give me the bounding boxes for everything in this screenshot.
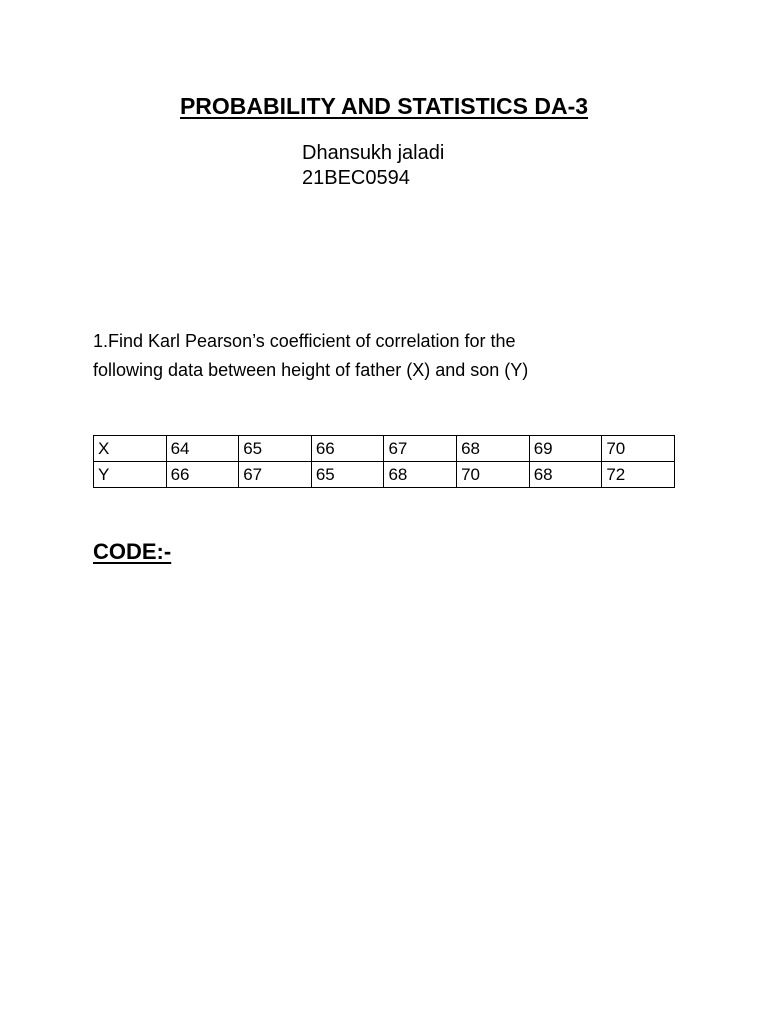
table-cell: 68: [384, 462, 457, 488]
table-cell: 70: [602, 436, 675, 462]
table-cell: 65: [239, 436, 312, 462]
question-line-2: following data between height of father (X) and son (Y): [93, 360, 529, 380]
table-cell: 66: [166, 462, 239, 488]
question-line-1: 1.Find Karl Pearson’s coefficient of correlation for the: [93, 331, 516, 351]
table-cell: 68: [457, 436, 530, 462]
question-text: [93, 327, 693, 385]
table-cell: Y: [94, 462, 167, 488]
code-heading-text: CODE:-: [93, 539, 172, 564]
page-title: [0, 90, 768, 122]
table-cell: 65: [311, 462, 384, 488]
table-cell: 68: [529, 462, 602, 488]
table-cell: 64: [166, 436, 239, 462]
table-cell: 67: [239, 462, 312, 488]
author-block: [302, 141, 444, 191]
table-row-x: [94, 436, 675, 462]
table-cell: 72: [602, 462, 675, 488]
author-id: 21BEC0594: [302, 167, 410, 189]
table-cell: 70: [457, 462, 530, 488]
page-title-text: PROBABILITY AND STATISTICS DA-3: [179, 93, 589, 119]
table-cell: 66: [311, 436, 384, 462]
data-table: [93, 435, 675, 488]
table-cell: 67: [384, 436, 457, 462]
code-heading: [93, 536, 171, 568]
table-cell: X: [94, 436, 167, 462]
table-row-y: [94, 462, 675, 488]
author-name: Dhansukh jaladi: [302, 142, 445, 164]
table-cell: 69: [529, 436, 602, 462]
